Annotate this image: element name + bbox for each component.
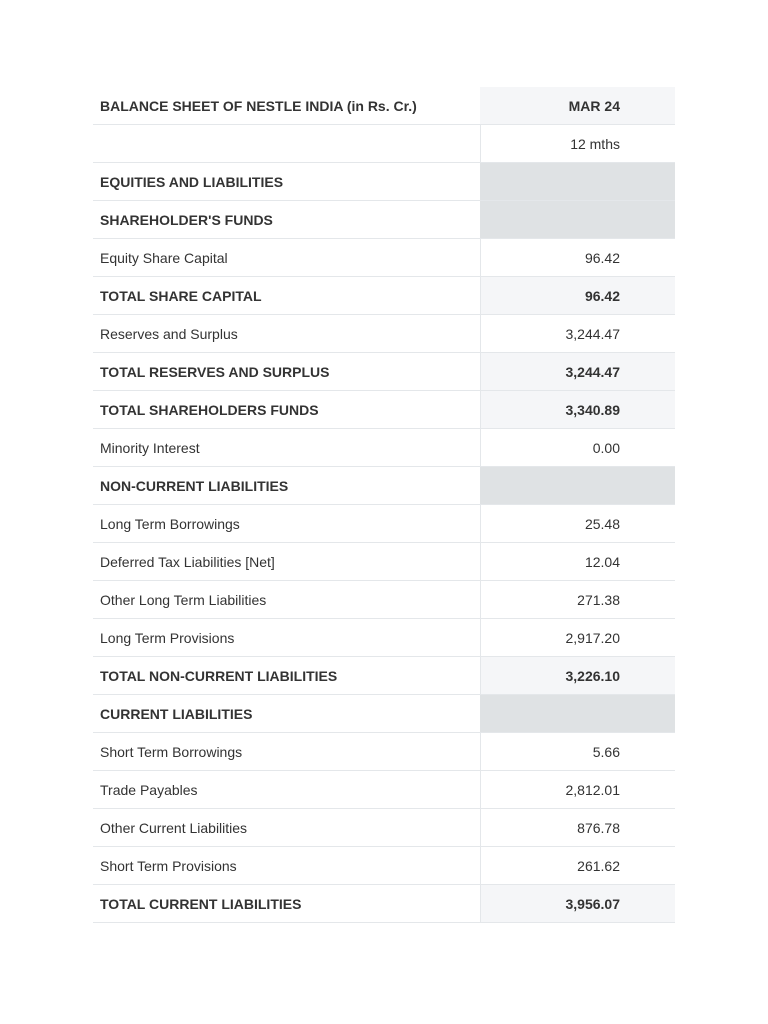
table-row bbox=[93, 239, 675, 277]
table-row bbox=[93, 809, 675, 847]
period-duration: 12 mths bbox=[480, 125, 675, 163]
period-header: MAR 24 bbox=[480, 87, 675, 125]
subheader-blank-cell bbox=[93, 125, 480, 163]
row-label: Other Long Term Liabilities bbox=[93, 581, 480, 619]
table-row bbox=[93, 733, 675, 771]
row-value: 3,244.47 bbox=[480, 353, 675, 391]
row-label: Long Term Provisions bbox=[93, 619, 480, 657]
table-title: BALANCE SHEET OF NESTLE INDIA (in Rs. Cr.) bbox=[93, 87, 480, 125]
row-label: Trade Payables bbox=[93, 771, 480, 809]
balance-sheet-body bbox=[93, 87, 675, 923]
row-value: 876.78 bbox=[480, 809, 675, 847]
table-row bbox=[93, 429, 675, 467]
row-label: TOTAL NON-CURRENT LIABILITIES bbox=[93, 657, 480, 695]
row-value bbox=[480, 695, 675, 733]
table-row bbox=[93, 771, 675, 809]
row-value: 2,917.20 bbox=[480, 619, 675, 657]
row-label: Minority Interest bbox=[93, 429, 480, 467]
row-value: 0.00 bbox=[480, 429, 675, 467]
row-label: NON-CURRENT LIABILITIES bbox=[93, 467, 480, 505]
row-value bbox=[480, 467, 675, 505]
row-value: 2,812.01 bbox=[480, 771, 675, 809]
total-row bbox=[93, 885, 675, 923]
row-value: 96.42 bbox=[480, 277, 675, 315]
row-value: 3,244.47 bbox=[480, 315, 675, 353]
total-row bbox=[93, 277, 675, 315]
row-label: Long Term Borrowings bbox=[93, 505, 480, 543]
row-label: Other Current Liabilities bbox=[93, 809, 480, 847]
row-label: TOTAL SHAREHOLDERS FUNDS bbox=[93, 391, 480, 429]
section-header-row bbox=[93, 201, 675, 239]
table-row bbox=[93, 581, 675, 619]
row-label: EQUITIES AND LIABILITIES bbox=[93, 163, 480, 201]
table-row bbox=[93, 315, 675, 353]
row-label: TOTAL CURRENT LIABILITIES bbox=[93, 885, 480, 923]
table-row bbox=[93, 847, 675, 885]
table-row bbox=[93, 543, 675, 581]
total-row bbox=[93, 391, 675, 429]
balance-sheet-table bbox=[93, 87, 675, 923]
row-label: Reserves and Surplus bbox=[93, 315, 480, 353]
row-value: 25.48 bbox=[480, 505, 675, 543]
row-label: Equity Share Capital bbox=[93, 239, 480, 277]
row-value: 12.04 bbox=[480, 543, 675, 581]
total-row bbox=[93, 353, 675, 391]
row-value: 5.66 bbox=[480, 733, 675, 771]
table-row bbox=[93, 505, 675, 543]
row-value: 3,226.10 bbox=[480, 657, 675, 695]
row-label: CURRENT LIABILITIES bbox=[93, 695, 480, 733]
section-header-row bbox=[93, 467, 675, 505]
row-label: TOTAL SHARE CAPITAL bbox=[93, 277, 480, 315]
row-label: Deferred Tax Liabilities [Net] bbox=[93, 543, 480, 581]
row-label: Short Term Borrowings bbox=[93, 733, 480, 771]
table-header-row bbox=[93, 87, 675, 125]
row-value bbox=[480, 163, 675, 201]
table-row bbox=[93, 619, 675, 657]
total-row bbox=[93, 657, 675, 695]
row-value: 3,340.89 bbox=[480, 391, 675, 429]
row-label: Short Term Provisions bbox=[93, 847, 480, 885]
row-value: 96.42 bbox=[480, 239, 675, 277]
row-value bbox=[480, 201, 675, 239]
row-value: 261.62 bbox=[480, 847, 675, 885]
row-label: TOTAL RESERVES AND SURPLUS bbox=[93, 353, 480, 391]
row-value: 271.38 bbox=[480, 581, 675, 619]
row-value: 3,956.07 bbox=[480, 885, 675, 923]
table-subheader-row bbox=[93, 125, 675, 163]
section-header-row bbox=[93, 163, 675, 201]
row-label: SHAREHOLDER'S FUNDS bbox=[93, 201, 480, 239]
section-header-row bbox=[93, 695, 675, 733]
